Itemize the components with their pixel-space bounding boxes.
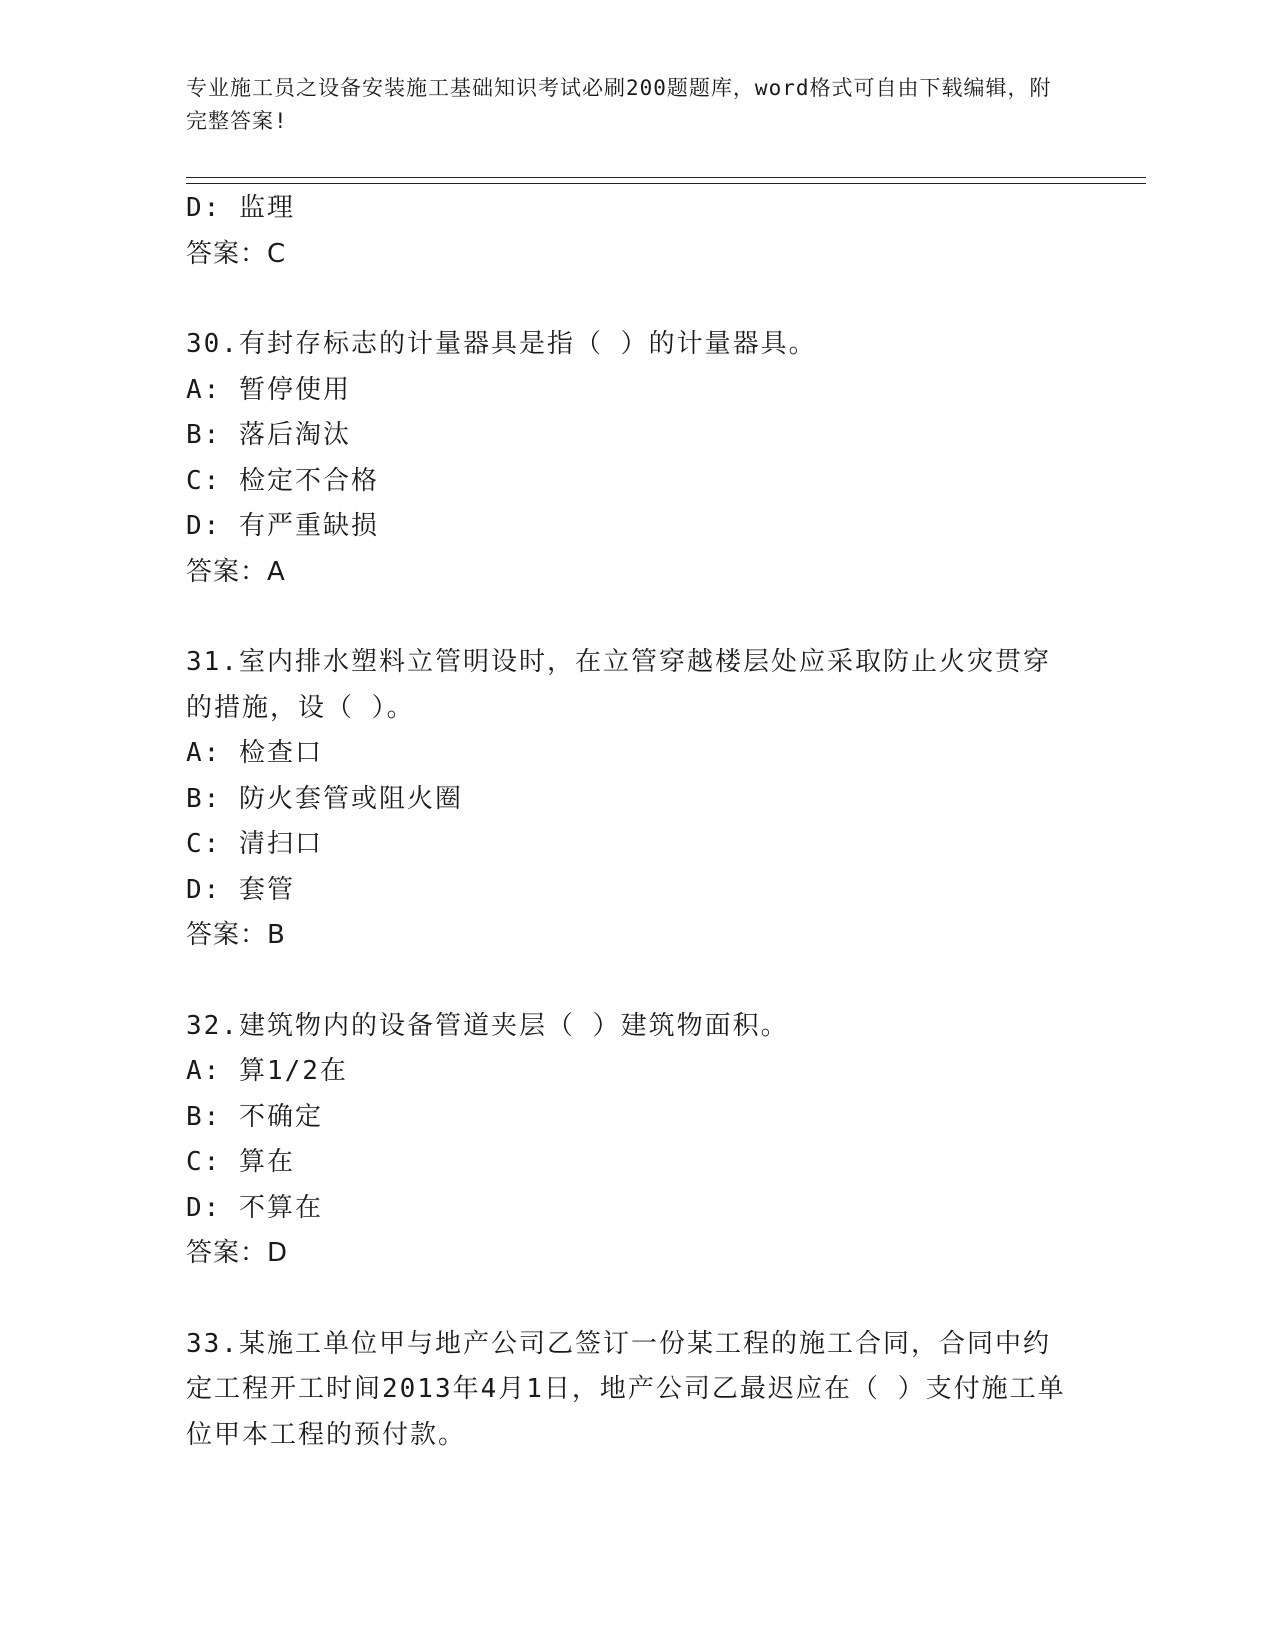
header-divider-top bbox=[186, 177, 1146, 178]
answer-label: 答案：D bbox=[186, 1238, 289, 1268]
question-stem: 32.建筑物内的设备管道夹层（ ）建筑物面积。 bbox=[186, 1010, 789, 1041]
answer-label: 答案：C bbox=[186, 238, 287, 269]
option-b: B: 防火套管或阻火圈 bbox=[186, 783, 463, 814]
question-33 bbox=[186, 1322, 1086, 1459]
option-c: C: 检定不合格 bbox=[186, 465, 379, 496]
spacer bbox=[186, 277, 1086, 322]
option-b: B: 不确定 bbox=[186, 1101, 323, 1132]
spacer bbox=[186, 595, 1086, 640]
question-30 bbox=[186, 322, 1086, 595]
answer-label: 答案：B bbox=[186, 920, 286, 950]
option-d: D: 监理 bbox=[186, 193, 295, 223]
spacer bbox=[186, 959, 1086, 1004]
question-31 bbox=[186, 640, 1086, 959]
header-divider-bottom bbox=[186, 183, 1146, 184]
option-a: A: 检查口 bbox=[186, 738, 323, 768]
option-c: C: 算在 bbox=[186, 1147, 295, 1177]
question-stem: 30.有封存标志的计量器具是指（ ）的计量器具。 bbox=[186, 329, 817, 359]
option-a: A: 暂停使用 bbox=[186, 374, 351, 405]
answer-label: 答案：A bbox=[186, 556, 286, 587]
question-32 bbox=[186, 1004, 1086, 1277]
option-d: D: 不算在 bbox=[186, 1192, 323, 1223]
option-a: A: 算1/2在 bbox=[186, 1056, 348, 1086]
question-content bbox=[186, 186, 1086, 1458]
option-d: D: 套管 bbox=[186, 874, 295, 905]
option-c: C: 清扫口 bbox=[186, 829, 323, 859]
option-b: B: 落后淘汰 bbox=[186, 420, 351, 450]
option-d: D: 有严重缺损 bbox=[186, 511, 379, 541]
question-stem: 33.某施工单位甲与地产公司乙签订一份某工程的施工合同，合同中约定工程开工时间2013年4月1日，地产公司乙最迟应在（ ）支付施工单位甲本工程的预付款。 bbox=[186, 1328, 1066, 1450]
document-header: 专业施工员之设备安装施工基础知识考试必刷200题题库，word格式可自由下载编辑，附完整答案! bbox=[186, 76, 1052, 133]
spacer bbox=[186, 1277, 1086, 1322]
question-stem: 31.室内排水塑料立管明设时，在立管穿越楼层处应采取防止火灾贯穿的措施，设（ ）。 bbox=[186, 647, 1051, 723]
